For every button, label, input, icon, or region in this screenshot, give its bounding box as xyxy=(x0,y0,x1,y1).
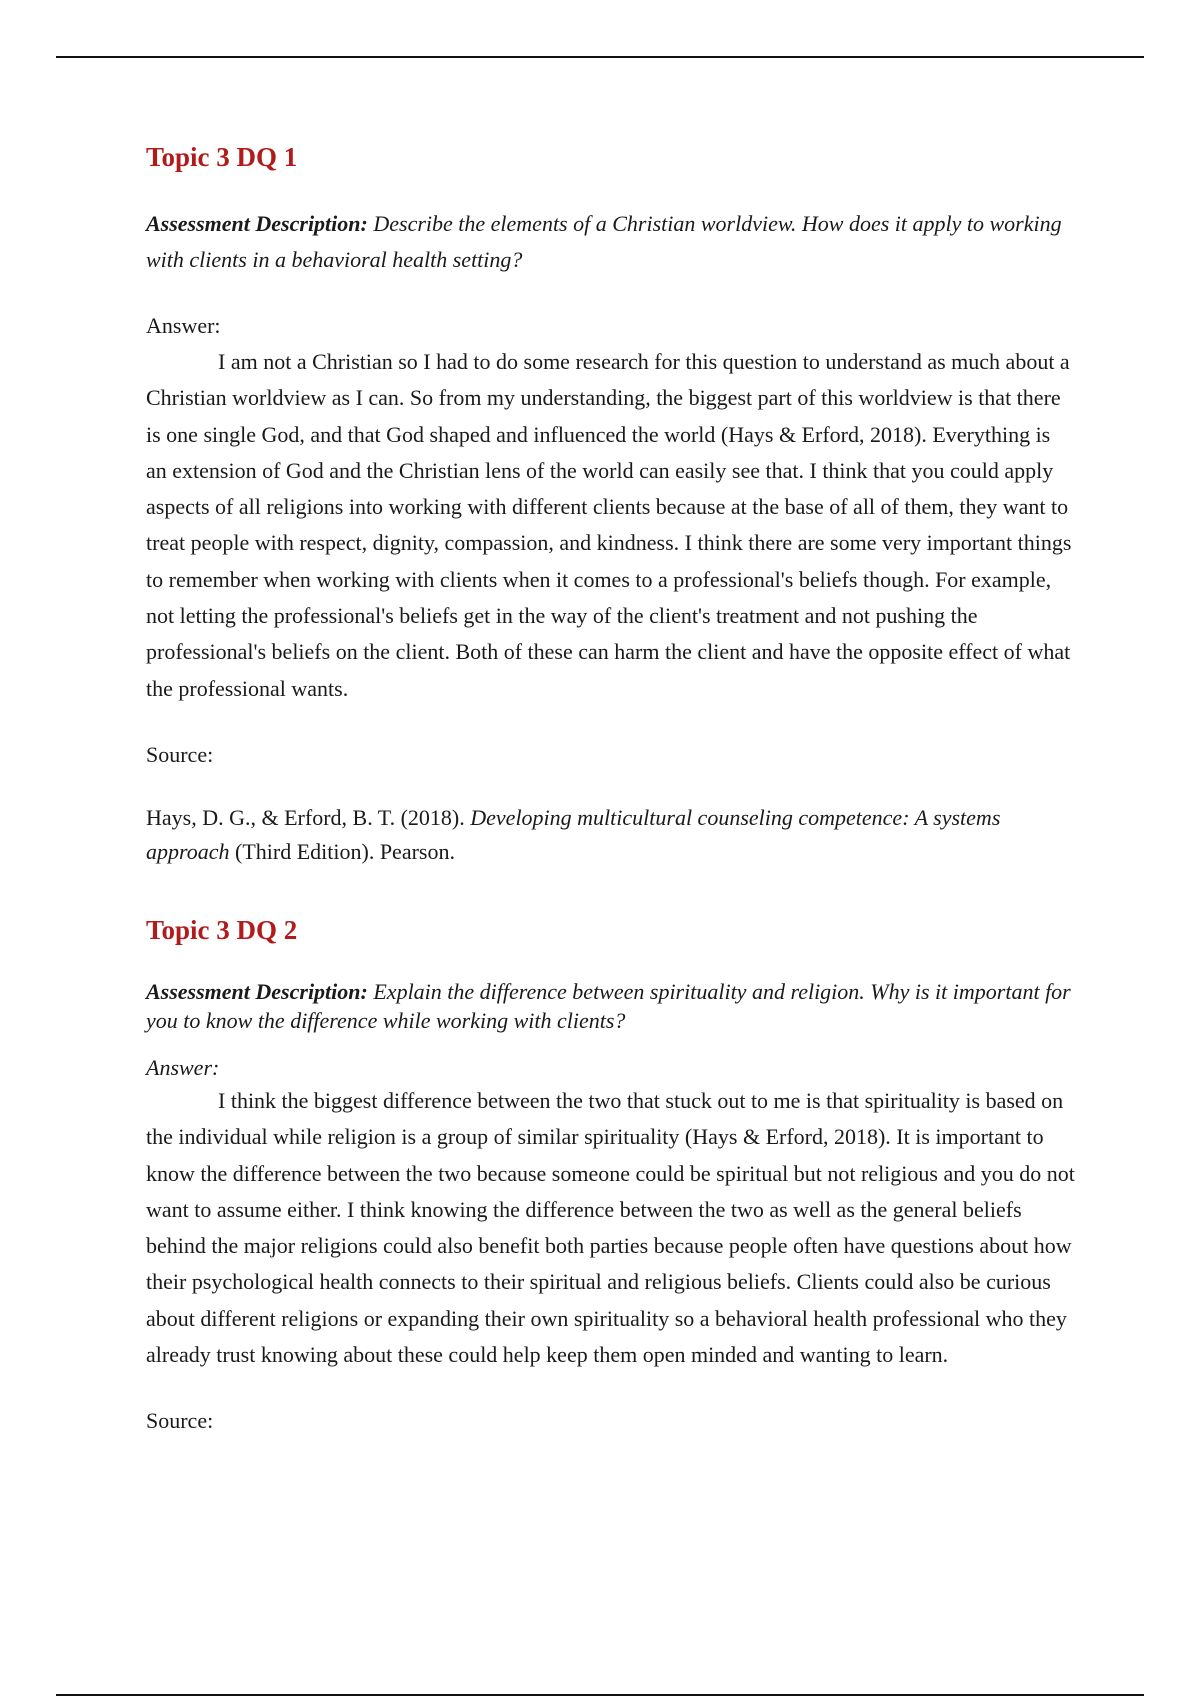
section-2-source-label: Source: xyxy=(146,1408,214,1434)
assessment-text: Describe the elements of a Christian worldview. How does it apply to working with clients in a behavioral health setting? xyxy=(146,211,1062,272)
assessment-label: Assessment Description: xyxy=(146,978,368,1004)
section-1-answer-text: I am not a Christian so I had to do some research for this question to understand as much about a Christian worldview as I can. So from my understanding, the biggest part of this worldview is that there is one single God, and that God shaped and influenced the world (Hays & Erford, 2018). Everything is an extension of God and the Christian lens of the world can easily see that. I think that you could apply aspects of all religions into working with different clients because at the base of all of them, they want to treat people with respect, dignity, compassion, and kindness. I think there are some very important things to remember when working with clients when it comes to a professional's beliefs though. For example, not letting the professional's beliefs get in the way of the client's treatment and not pushing the professional's beliefs on the client. Both of these can harm the client and have the opposite effect of what the professional wants. xyxy=(146,349,1072,701)
document-body xyxy=(146,140,1076,1439)
section-1-title: Topic 3 DQ 1 xyxy=(146,142,298,172)
reference-title: Developing multicultural counseling competence: A systems approach xyxy=(146,804,1001,864)
reference-authors: Hays, D. G., & Erford, B. T. (2018). xyxy=(146,804,465,830)
header-rule xyxy=(56,56,1144,58)
section-2-title: Topic 3 DQ 2 xyxy=(146,914,298,945)
footer-rule xyxy=(56,1694,1144,1696)
section-2-answer-text: I think the biggest difference between the two that stuck out to me is that spirituality is based on the individual while religion is a group of similar spirituality (Hays & Erford, 2018). It is important to know the difference between the two because someone could be spiritual but not religious and you do not want to assume either. I think knowing the difference between the two as well as the general beliefs behind the major religions could also benefit both parties because people often have questions about how their psychological health connects to their spiritual and religious beliefs. Clients could also be curious about different religions or expanding their own spirituality so a behavioral health professional who they already trust knowing about these could help keep them open minded and wanting to learn. xyxy=(146,1087,1075,1368)
section-1-answer-label: Answer: xyxy=(146,313,221,338)
assessment-text: Explain the difference between spirituality and religion. Why is it important for you to know the difference while working with clients? xyxy=(146,978,1071,1033)
section-1-reference xyxy=(146,801,1076,869)
section-2-assessment xyxy=(146,977,1076,1035)
reference-publisher: (Third Edition). Pearson. xyxy=(235,838,455,864)
assessment-label: Assessment Description: xyxy=(146,211,368,236)
section-1-source-label: Source: xyxy=(146,741,214,767)
section-1-assessment xyxy=(146,206,1076,278)
section-2-answer-label: Answer: xyxy=(146,1054,220,1080)
